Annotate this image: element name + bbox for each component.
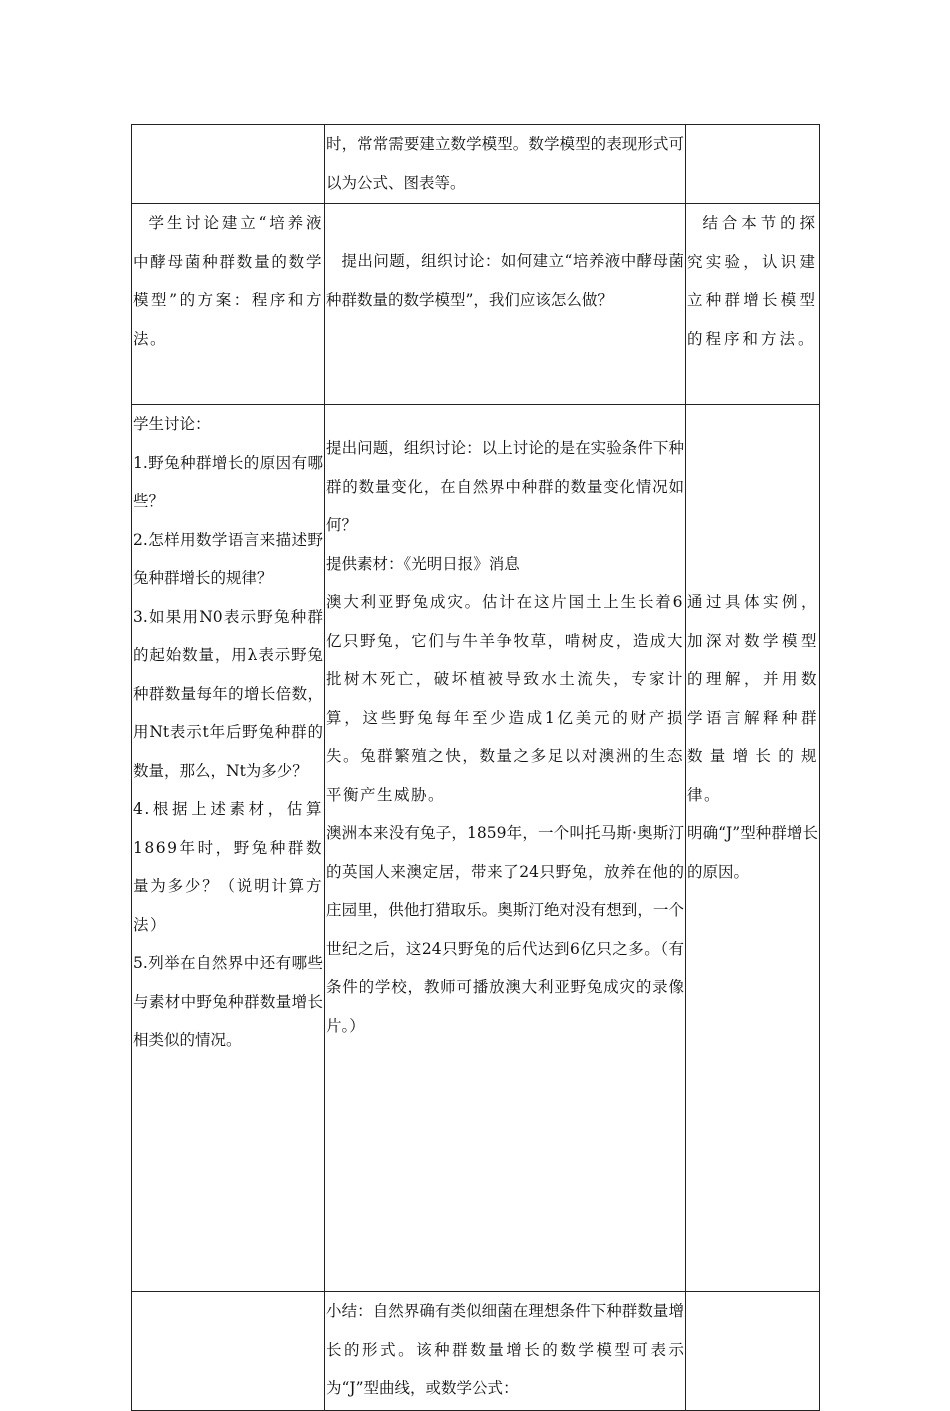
paragraph: 时，常常需要建立数学模型。数学模型的表现形式可以为公式、图表等。 (326, 135, 684, 192)
paragraph: 学生讨论： (133, 415, 211, 433)
teacher-activity-cell (325, 1292, 686, 1411)
teacher-activity-cell (325, 405, 686, 1292)
paragraph: 学生讨论建立“培养液中酵母菌种群数量的数学模型”的方案：程序和方法。 (133, 214, 323, 348)
design-intent-cell (686, 204, 820, 405)
paragraph: 澳洲本来没有兔子，1859年，一个叫托马斯·奥斯汀的英国人来澳定居，带来了24只野兔，放养在他的庄园里，供他打猎取乐。奥斯汀绝对没有想到，一个世纪之后，这24只野兔的后代达到6亿只之多。（有条件的学校，教师可播放澳大利亚野兔成灾的录像片。） (326, 824, 684, 1035)
table-row (132, 204, 820, 405)
table-row (132, 405, 820, 1292)
student-activity-cell (132, 405, 325, 1292)
table-row (132, 1292, 820, 1411)
table-row (132, 125, 820, 204)
paragraph: 小结：自然界确有类似细菌在理想条件下种群数量增长的形式。该种群数量增长的数学模型可表示为“J”型曲线，或数学公式： (326, 1302, 684, 1397)
paragraph: 澳大利亚野兔成灾。估计在这片国土上生长着6亿只野兔，它们与牛羊争牧草，啃树皮，造成大批树木死亡，破坏植被导致水土流失，专家计算，这些野兔每年至少造成1亿美元的财产损失。兔群繁殖之快，数量之多足以对澳洲的生态平衡产生威胁。 (326, 593, 684, 804)
student-activity-cell (132, 1292, 325, 1411)
paragraph: 5.列举在自然界中还有哪些与素材中野兔种群数量增长相类似的情况。 (133, 954, 323, 1049)
paragraph: 提出问题，组织讨论：以上讨论的是在实验条件下种群的数量变化，在自然界中种群的数量变化情况如何？ (326, 439, 684, 534)
paragraph: 3.如果用N0表示野兔种群的起始数量，用λ表示野兔种群数量每年的增长倍数，用Nt表示t年后野兔种群的数量，那么，Nt为多少？ (133, 607, 323, 780)
paragraph: 4.根据上述素材，估算1869年时，野兔种群数量为多少？（说明计算方法） (133, 800, 323, 934)
paragraph: 明确“J”型种群增长的原因。 (687, 824, 818, 881)
student-activity-cell (132, 204, 325, 405)
design-intent-cell (686, 405, 820, 1292)
paragraph: 提出问题，组织讨论：如何建立“培养液中酵母菌种群数量的数学模型”，我们应该怎么做？ (326, 252, 684, 309)
paragraph: 结合本节的探究实验，认识建立种群增长模型的程序和方法。 (687, 214, 818, 348)
teacher-activity-cell (325, 204, 686, 405)
lesson-plan-table (131, 124, 820, 1411)
design-intent-cell (686, 125, 820, 204)
paragraph: 提供素材：《光明日报》消息 (326, 554, 520, 573)
teacher-activity-cell (325, 125, 686, 204)
paragraph: 2.怎样用数学语言来描述野兔种群增长的规律？ (133, 530, 323, 587)
design-intent-cell (686, 1292, 820, 1411)
paragraph: 通过具体实例，加深对数学模型的理解，并用数学语言解释种群数量增长的规律。 (687, 593, 818, 804)
student-activity-cell (132, 125, 325, 204)
paragraph: 1.野兔种群增长的原因有哪些？ (133, 453, 323, 510)
